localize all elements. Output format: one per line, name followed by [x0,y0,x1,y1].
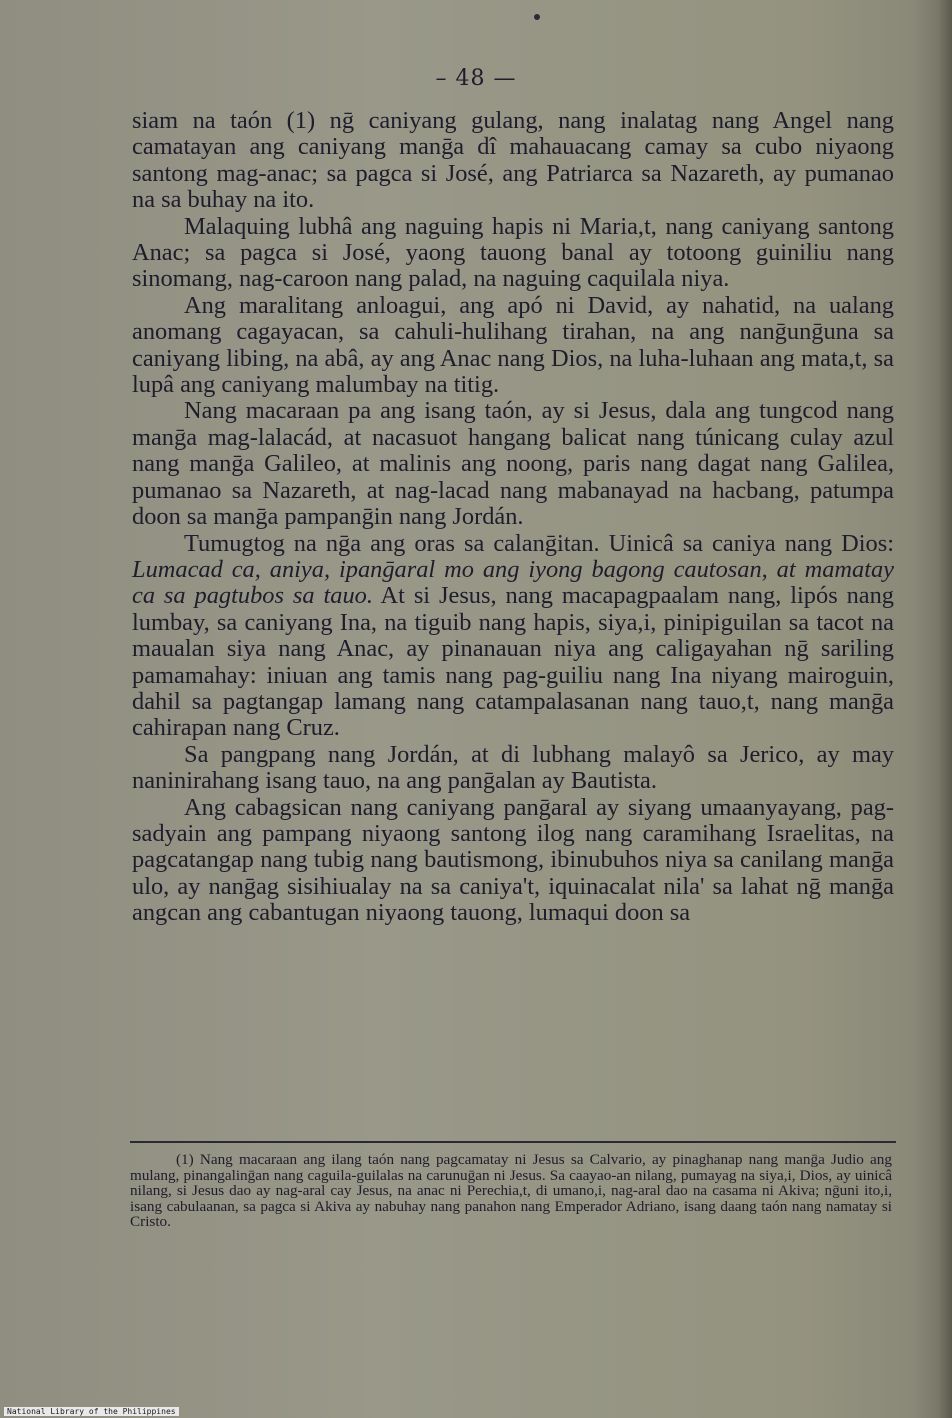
paragraph-3: Ang maralitang anloagui, ang apó ni David, ay nahatid, na ualang anomang cagayacan, sa cahuli-hulihang tirahan, na ang nanḡunḡuna sa caniyang libing, na abâ, ay ang Anac nang Dios, na luha-luhaan ang mata,t, sa lupâ ang caniyang malumbay na titig. [132,291,894,399]
paragraph-5-intro: Tumugtog na nḡa ang oras sa calanḡitan. Uinicâ sa caniya nang Dios: [184,529,894,557]
book-spine-edge [938,0,952,1418]
paragraph-1: siam na taón (1) nḡ caniyang gulang, nang inalatag nang Angel nang camatayan ang caniyang manḡa dî mahauacang camay sa cubo niyaong santong mag-anac; sa pagca si José, ang Patriarca sa Nazareth, ay pumanao na sa buhay na ito. [132,107,894,214]
paragraph-2: Malaquing lubhâ ang naguing hapis ni Maria,t, nang caniyang santong Anac; sa pagca si José, yaong tauong banal ay totoong guiniliu nang sinomang, nag-caroon nang palad, na naguing caquilala niya. [132,212,894,293]
page-number: – 48 — [435,66,517,91]
body-text [132,108,894,927]
footnote-divider [130,1141,896,1143]
paragraph-4: Nang macaraan pa ang isang taón, ay si Jesus, dala ang tungcod nang manḡa mag-lalacád, at nacasuot hangang balicat nang túnicang culay azul nang manḡa Galileo, at malinis ang noong, paris nang dagat nang Galilea, pumanao sa Nazareth, at nag-lacad nang mabanayad na hacbang, patumpa doon sa manḡa pampanḡin nang Jordán. [132,397,894,531]
paragraph-6: Sa pangpang nang Jordán, at di lubhang malayô sa Jerico, ay may naninirahang isang tauo, na ang panḡalan ay Bautista. [132,740,894,795]
footnote-text: (1) Nang macaraan ang ilang taón nang pagcamatay ni Jesus sa Calvario, ay pinaghanap nang manḡa Judio ang mulang, pinangalinḡan nang caguila-guilalas na carunuḡan ni Jesus. Sa caayao-an nilang, pumayag na siya,i, Dios, ay uinicâ nilang, si Jesus dao ay nag-aral cay Jesus, na anac ni Perechia,t, di umano,i, nag-aral dao na casama ni Akiva; nḡuni ito,i, isang cabulaanan, sa pagca si Akiva ay nabuhay nang panahon nang Emperador Adriano, isang daang taón nang namatay si Cristo. [130,1151,892,1231]
paragraph-5-quote: Lumacad ca, aniya, ipanḡaral mo ang iyong bagong cautosan, at mamatay ca sa pagtubos sa tauo. [132,555,894,610]
library-watermark: National Library of the Philippines [4,1407,179,1416]
paragraph-5-rest: At si Jesus, nang macapagpaalam nang, lipós nang lumbay, sa caniyang Ina, na tiguib nang hapis, siya,i, pinipiguilan sa tacot na maualan siya nang Anac, ay pinanauan niya ang caligayahan nḡ sariling pamamahay: iniuan ang tamis nang pag-guiliu nang Ina niyang mairoguin, dahil sa pagtangap lamang nang catampalasanan nang tauo,t, nang manḡa cahirapan nang Cruz. [132,582,895,742]
paragraph-7: Ang cabagsican nang caniyang panḡaral ay siyang umaanyayang, pag-sadyain ang pampang niyaong santong ilog nang caramihang Israelitas, na pagcatangap nang tubig nang bautismong, ibinubuhos niya sa canilang manḡa ulo, ay nanḡag sisihiualay na sa caniya't, iquinacalat nila' sa lahat nḡ manḡa angcan ang cabantugan niyaong tauong, lumaqui doon sa [132,793,894,927]
paragraph-5 [132,531,894,742]
ink-dot [534,14,540,20]
footnote [130,1152,892,1230]
